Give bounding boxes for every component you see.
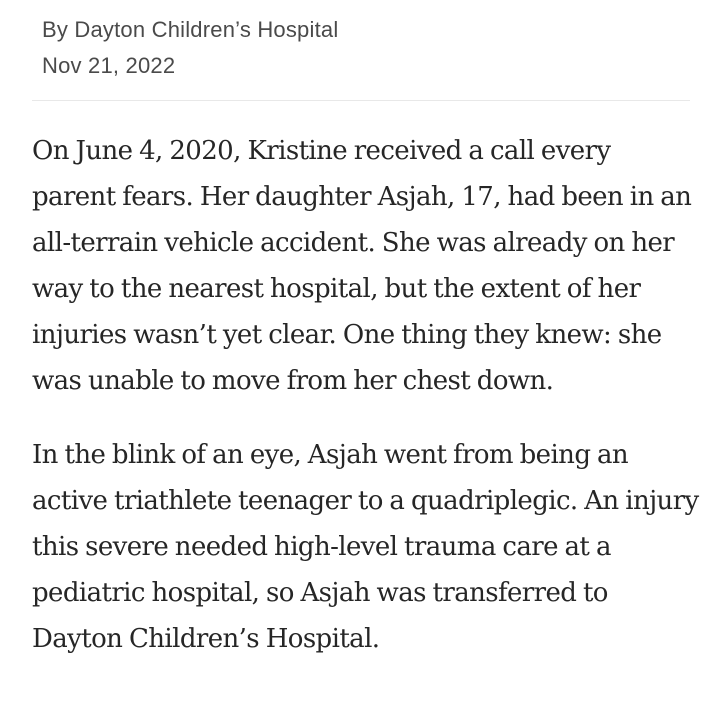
byline	[42, 12, 338, 84]
paragraph: In the blink of an eye, Asjah went from being an active triathlete teenager to a quadriplegic. An injury this severe needed high-level trauma care at a pediatric hospital, so Asjah was transferred to Dayton Children’s Hospital.	[32, 440, 699, 654]
divider	[32, 100, 690, 101]
article-body	[32, 128, 700, 662]
publish-date: Nov 21, 2022	[42, 53, 176, 78]
paragraph: On June 4, 2020, Kristine received a call every parent fears. Her daughter Asjah, 17, had been in an all-terrain vehicle accident. She was already on her way to the nearest hospital, but the extent of her injuries wasn’t yet clear. One thing they knew: she was unable to move from her chest down.	[32, 136, 692, 396]
author-name: By Dayton Children’s Hospital	[42, 17, 339, 42]
